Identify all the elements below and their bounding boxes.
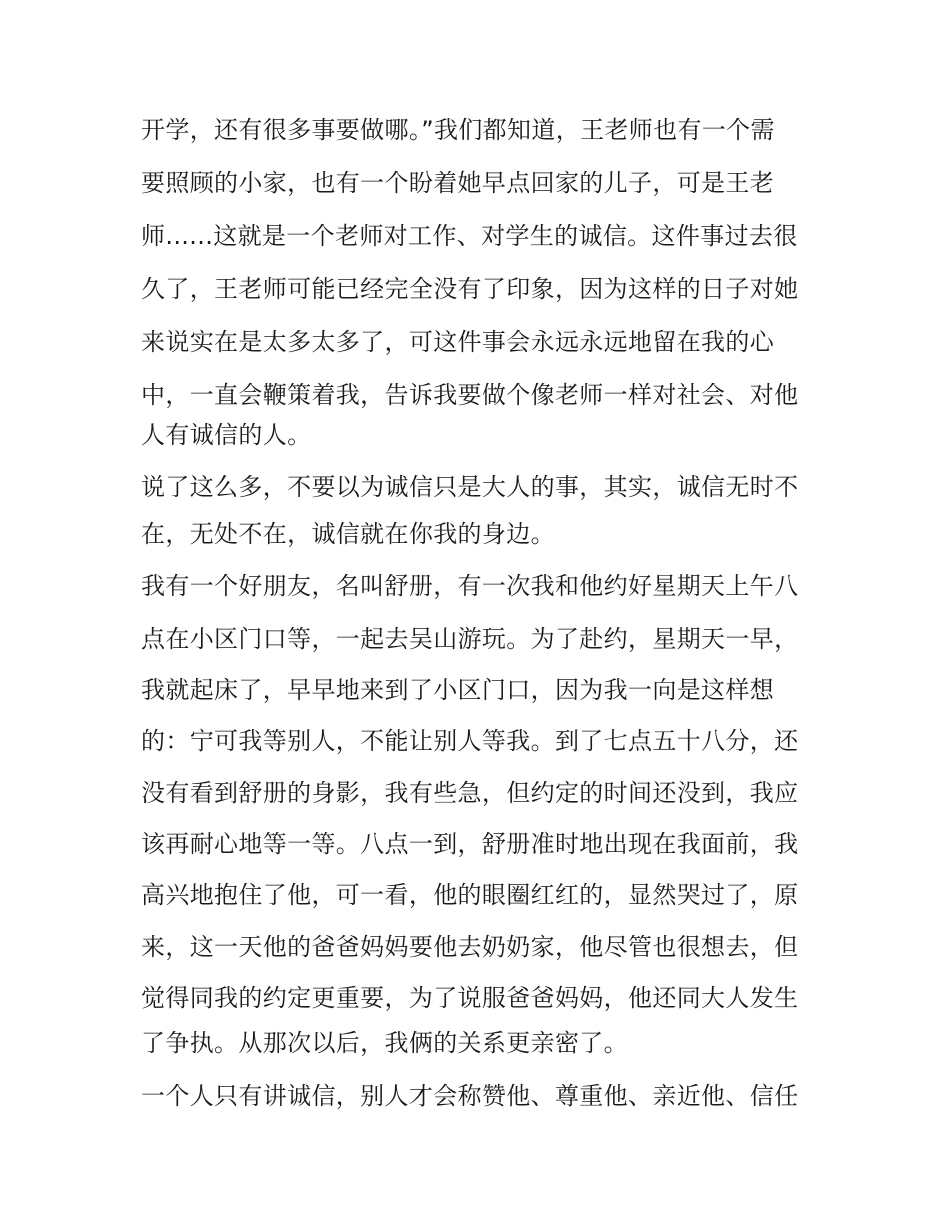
- text-line-18: 觉得同我的约定更重要，为了说服爸爸妈妈，他还同大人发生: [141, 984, 799, 1012]
- text-line-5: 来说实在是太多太多了，可这件事会永远永远地留在我的心: [141, 328, 775, 356]
- text-line-14: 没有看到舒册的身影，我有些急，但约定的时间还没到，我应: [141, 779, 799, 807]
- text-line-2: 要照顾的小家，也有一个盼着她早点回家的儿子，可是王老: [141, 169, 775, 197]
- text-line-11: 点在小区门口等，一起去吴山游玩。为了赴约，星期天一早，: [141, 625, 799, 653]
- text-line-3: 师......这就是一个老师对工作、对学生的诚信。这件事过去很: [141, 222, 798, 250]
- text-line-4: 久了，王老师可能已经完全没有了印象，因为这样的日子对她: [141, 275, 799, 303]
- text-line-7: 人有诚信的人。: [141, 421, 312, 449]
- text-line-1: 开学，还有很多事要做哪。”我们都知道，王老师也有一个需: [141, 116, 775, 144]
- text-line-16: 高兴地抱住了他，可一看，他的眼圈红红的，显然哭过了，原: [141, 881, 799, 909]
- text-line-10: 我有一个好朋友，名叫舒册，有一次我和他约好星期天上午八: [141, 572, 799, 600]
- text-line-15: 该再耐心地等一等。八点一到，舒册准时地出现在我面前，我: [141, 830, 799, 858]
- text-line-12: 我就起床了，早早地来到了小区门口，因为我一向是这样想: [141, 676, 775, 704]
- text-line-6: 中，一直会鞭策着我，告诉我要做个像老师一样对社会、对他: [141, 381, 799, 409]
- text-line-13: 的：宁可我等别人，不能让别人等我。到了七点五十八分，还: [141, 727, 799, 755]
- text-line-17: 来，这一天他的爸爸妈妈要他去奶奶家，他尽管也很想去，但: [141, 933, 799, 961]
- text-line-8: 说了这么多，不要以为诚信只是大人的事，其实，诚信无时不: [141, 473, 799, 501]
- text-line-20: 一个人只有讲诚信，别人才会称赞他、尊重他、亲近他、信任: [141, 1082, 799, 1110]
- text-line-9: 在，无处不在，诚信就在你我的身边。: [141, 520, 555, 548]
- text-line-19: 了争执。从那次以后，我俩的关系更亲密了。: [141, 1029, 628, 1057]
